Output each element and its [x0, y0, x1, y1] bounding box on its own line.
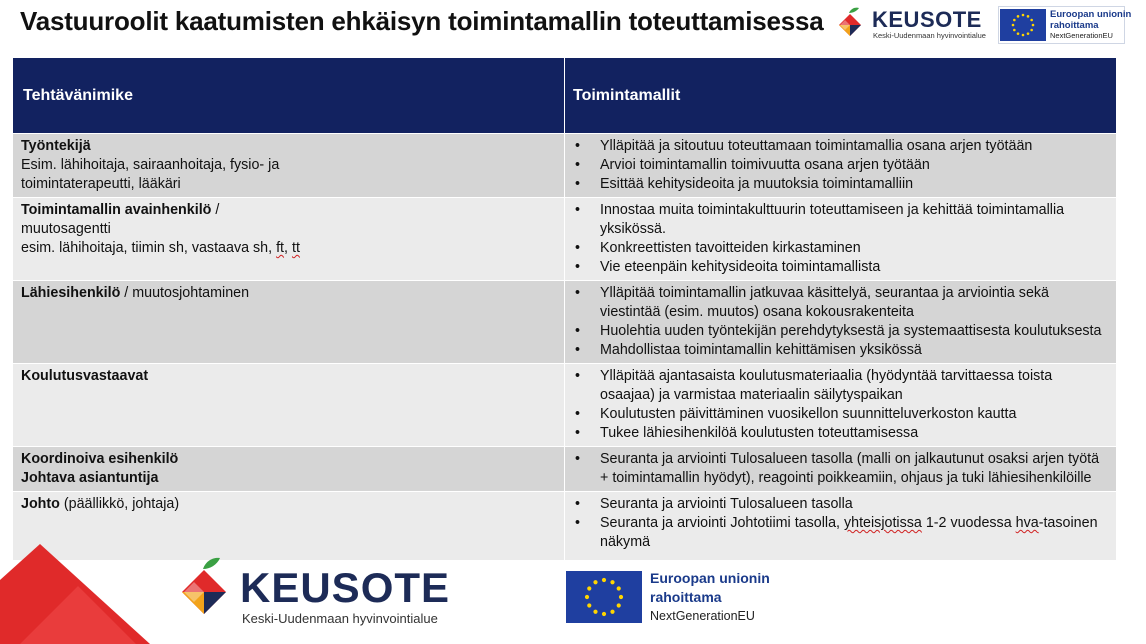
role-cell: [13, 281, 565, 364]
task-list: [573, 137, 1108, 194]
eu-funding-logo-footer: [566, 569, 816, 631]
task-list: [573, 495, 1108, 552]
table-row: [13, 198, 1117, 281]
eu-star-icon: [1017, 15, 1020, 18]
eu-star-icon: [587, 603, 591, 607]
role-cell: [13, 447, 565, 492]
list-item: • Tukee lähiesihenkilöä koulutusten toteuttamisessa: [573, 424, 1108, 443]
role-title: Lähiesihenkilö: [21, 285, 121, 301]
role-title: Koordinoiva esihenkilö: [21, 451, 179, 467]
eu-line-2: rahoittama: [650, 589, 722, 605]
task-text: 1-2 vuodessa: [921, 515, 1016, 531]
role-title: Työntekijä: [21, 138, 91, 154]
eu-star-icon: [619, 595, 623, 599]
list-item: [573, 514, 1108, 552]
list-item: • Esittää kehitysideoita ja muutoksia toimintamalliin: [573, 175, 1108, 194]
role-title-rest: / muutosjohtaminen: [120, 285, 250, 301]
tasks-cell: [565, 281, 1117, 364]
header-models: Toimintamallit: [565, 58, 1117, 134]
role-title: Koulutusvastaavat: [21, 368, 149, 384]
page-title: Vastuuroolit kaatumisten ehkäisyn toimintamallin toteuttamisessa: [20, 6, 824, 36]
list-item: • Arvioi toimintamallin toimivuutta osana arjen työtään: [573, 156, 1108, 175]
eu-star-icon: [1022, 34, 1025, 37]
role-title-rest: (päällikkö, johtaja): [59, 496, 180, 512]
task-text: Seuranta ja arviointi Johtotiimi tasolla,: [600, 515, 844, 531]
role-examples: esim. lähihoitaja, tiimin sh, vastaava sh,: [21, 240, 277, 256]
role-cell: [13, 198, 565, 281]
list-item: • Mahdollistaa toimintamallin kehittämisen yksikössä: [573, 341, 1108, 360]
eu-star-icon: [593, 580, 597, 584]
eu-star-icon: [617, 603, 621, 607]
eu-star-icon: [585, 595, 589, 599]
list-item: • Seuranta ja arviointi Tulosalueen tasolla (malli on jalkautunut osaksi arjen työtä + toimintamallin hyödyt), reagointi poikkeamiin, ohjaus ja tuki lähiesihenkilöille: [573, 450, 1108, 488]
role-cell: [13, 134, 565, 198]
list-item: • Innostaa muita toimintakulttuurin toteuttamiseen ja kehittää toimintamallia yksikössä.: [573, 201, 1108, 239]
eu-star-icon: [1013, 29, 1016, 32]
eu-star-icon: [1017, 32, 1020, 35]
list-item: • Seuranta ja arviointi Tulosalueen tasolla: [573, 495, 1108, 514]
eu-star-icon: [1030, 19, 1033, 22]
eu-flag-icon: [1000, 9, 1046, 41]
task-word-flagged: hva: [1015, 515, 1039, 531]
eu-star-icon: [1032, 24, 1035, 27]
eu-star-icon: [1013, 19, 1016, 22]
eu-star-icon: [1030, 29, 1033, 32]
table-row: [13, 447, 1117, 492]
list-item: • Ylläpitää ajantasaista koulutusmateriaalia (hyödyntää tarvittaessa toista osaajaa) ja varmistaa materiaalin säilytyspaikan: [573, 367, 1108, 405]
roles-table: [12, 57, 1117, 561]
task-list: [573, 450, 1108, 488]
role-cell: [13, 364, 565, 447]
keusote-subtitle: Keski-Uudenmaan hyvinvointialue: [242, 611, 438, 626]
eu-star-icon: [602, 612, 606, 616]
eu-line-2: rahoittama: [1050, 20, 1099, 31]
task-list: [573, 284, 1108, 360]
list-item: • Koulutusten päivittäminen vuosikellon suunnitteluverkoston kautta: [573, 405, 1108, 424]
eu-flag-icon: [566, 571, 642, 623]
list-item: • Huolehtia uuden työntekijän perehdytyksestä ja systemaattisesta koulutuksesta: [573, 322, 1108, 341]
tasks-cell: [565, 198, 1117, 281]
eu-star-icon: [587, 586, 591, 590]
keusote-subtitle: Keski-Uudenmaan hyvinvointialue: [873, 31, 986, 40]
eu-star-icon: [1022, 14, 1025, 17]
eu-star-icon: [617, 586, 621, 590]
eu-star-icon: [610, 580, 614, 584]
role-title-2: Johtava asiantuntija: [21, 470, 159, 486]
list-item: • Konkreettisten tavoitteiden kirkastaminen: [573, 239, 1108, 258]
tasks-cell: [565, 447, 1117, 492]
header-role: Tehtävänimike: [13, 58, 565, 134]
table-row: [13, 364, 1117, 447]
task-list: [573, 367, 1108, 443]
keusote-wordmark: KEUSOTE: [240, 564, 451, 611]
role-subtitle: muutosagentti: [21, 221, 111, 237]
role-sep: ,: [284, 240, 292, 256]
task-text: -tasoinen näkymä: [600, 515, 1098, 550]
task-word-flagged: yhteisjotissa: [843, 515, 922, 531]
eu-line-1: Euroopan unionin: [650, 570, 770, 586]
table-row: [13, 281, 1117, 364]
role-abbrev-ft: ft: [276, 240, 285, 256]
role-examples-cont: toimintaterapeutti, lääkäri: [21, 176, 181, 192]
role-title: Toimintamallin avainhenkilö: [21, 202, 212, 218]
eu-star-icon: [610, 610, 614, 614]
eu-star-icon: [602, 578, 606, 582]
list-item: • Vie eteenpäin kehitysideoita toimintamallista: [573, 258, 1108, 277]
eu-line-3: NextGenerationEU: [1050, 31, 1113, 40]
eu-star-icon: [1012, 24, 1015, 27]
role-title-rest: /: [211, 202, 220, 218]
list-item: • Ylläpitää toimintamallin jatkuvaa käsittelyä, seurantaa ja arviointia sekä viestintää (esim. muutos) osana kokousrakenteita: [573, 284, 1108, 322]
task-list: [573, 201, 1108, 277]
keusote-wordmark: KEUSOTE: [872, 7, 982, 32]
tasks-cell: [565, 134, 1117, 198]
tasks-cell: [565, 492, 1117, 561]
eu-line-1: Euroopan unionin: [1050, 9, 1132, 20]
eu-line-3: NextGenerationEU: [650, 609, 755, 623]
role-examples: Esim. lähihoitaja, sairaanhoitaja, fysio- ja: [21, 157, 280, 173]
eu-funding-logo-header: [998, 6, 1132, 44]
keusote-logo-header: [830, 2, 986, 44]
list-item: • Ylläpitää ja sitoutuu toteuttamaan toimintamallia osana arjen työtään: [573, 137, 1108, 156]
table-row: [13, 134, 1117, 198]
keusote-logo-footer: [170, 555, 451, 635]
eu-star-icon: [1027, 15, 1030, 18]
keusote-mark-icon: [832, 6, 868, 42]
role-abbrev-tt: tt: [291, 240, 300, 256]
keusote-mark-icon: [170, 555, 238, 625]
role-title: Johto: [21, 496, 60, 512]
eu-star-icon: [1027, 32, 1030, 35]
eu-star-icon: [593, 610, 597, 614]
table-header-row: [13, 58, 1117, 134]
tasks-cell: [565, 364, 1117, 447]
